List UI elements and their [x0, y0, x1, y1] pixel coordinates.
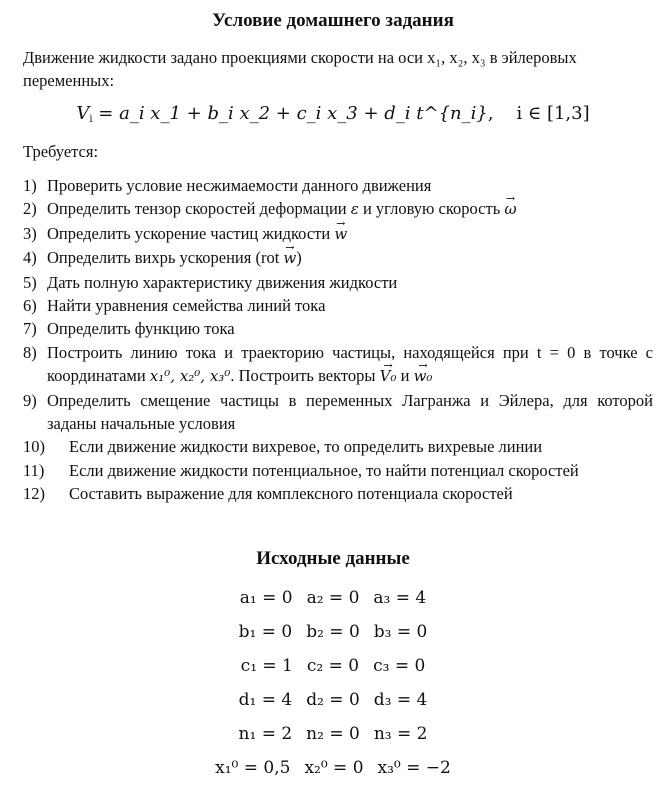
required-label: Требуется: [23, 142, 99, 161]
formula-lhs-sub: i [89, 114, 93, 125]
velocity-formula: $V_i$ = a_i x_1 + b_i x_2 + c_i x_3 + d_i t^{n_i}, i ∈ [1,3] [76, 103, 590, 125]
task-item: 5) Дать полную характеристику движения жидкости [23, 272, 398, 292]
params-row-n: n₁ = 2 n₂ = 0 n₃ = 2 [238, 724, 428, 744]
formula-rhs: = a_i x_1 + b_i x_2 + c_i x_3 + d_i t^{n_i} [98, 103, 488, 124]
data-heading: Исходные данные [256, 548, 410, 569]
params-row-b: b₁ = 0 b₂ = 0 b₃ = 0 [238, 622, 428, 642]
task-item: 2) Определить тензор скоростей деформации ε и угловую скорость → ω [23, 197, 653, 221]
task-item: 11) Если движение жидкости потенциальное, то найти потенциал скоростей [23, 460, 579, 480]
task-item: 4) Определить вихрь ускорения (rot → w) [23, 246, 653, 270]
task-item: 10) Если движение жидкости вихревое, то определить вихревые линии [23, 437, 543, 457]
w-vector: → w [334, 223, 347, 246]
formula-range: i ∈ [1,3] [516, 103, 590, 124]
params-row-c: c₁ = 1 c₂ = 0 c₃ = 0 [240, 656, 426, 676]
task-item: 8) Построить линию тока и траекторию частицы, находящейся при t = 0 в точке с координатами x₁⁰, x₂⁰, x₃⁰. Построить векторы → V₀ и → w₀ [23, 341, 653, 389]
task-item: 7) Определить функцию тока [23, 319, 235, 339]
task-item: 6) Найти уравнения семейства линий тока [23, 296, 326, 316]
task-item: 1) Проверить условие несжимаемости данного движения [23, 176, 432, 195]
params-row-a: a₁ = 0 a₂ = 0 a₃ = 4 [239, 588, 427, 608]
task-list [23, 174, 653, 506]
formula-lhs: V [76, 103, 90, 124]
task-item: 9) Определить смещение частицы в переменных Лагранжа и Эйлера, для которой заданы начальные условия [23, 390, 653, 434]
task-item: 3) Определить ускорение частиц жидкости → w [23, 222, 653, 246]
params-row-d: d₁ = 4 d₂ = 0 d₃ = 4 [238, 690, 428, 710]
intro-paragraph: Движение жидкости задано проекциями скорости на оси x₁, x₂, x₃ в эйлеровых переменных: [23, 48, 577, 90]
v0-vector: → V₀ [380, 365, 397, 388]
initial-coords: x₁⁰, x₂⁰, x₃⁰ [149, 367, 231, 386]
w-vector: → w [283, 247, 296, 270]
params-row-x0: x₁⁰ = 0,5 x₂⁰ = 0 x₃⁰ = −2 [215, 758, 451, 778]
page-title: Условие домашнего задания [212, 10, 454, 31]
omega-vector: → ω [504, 198, 516, 221]
epsilon-symbol: ε [350, 200, 359, 219]
task-item: 12) Составить выражение для комплексного потенциала скоростей [23, 484, 513, 504]
w0-vector: → w₀ [414, 365, 433, 388]
